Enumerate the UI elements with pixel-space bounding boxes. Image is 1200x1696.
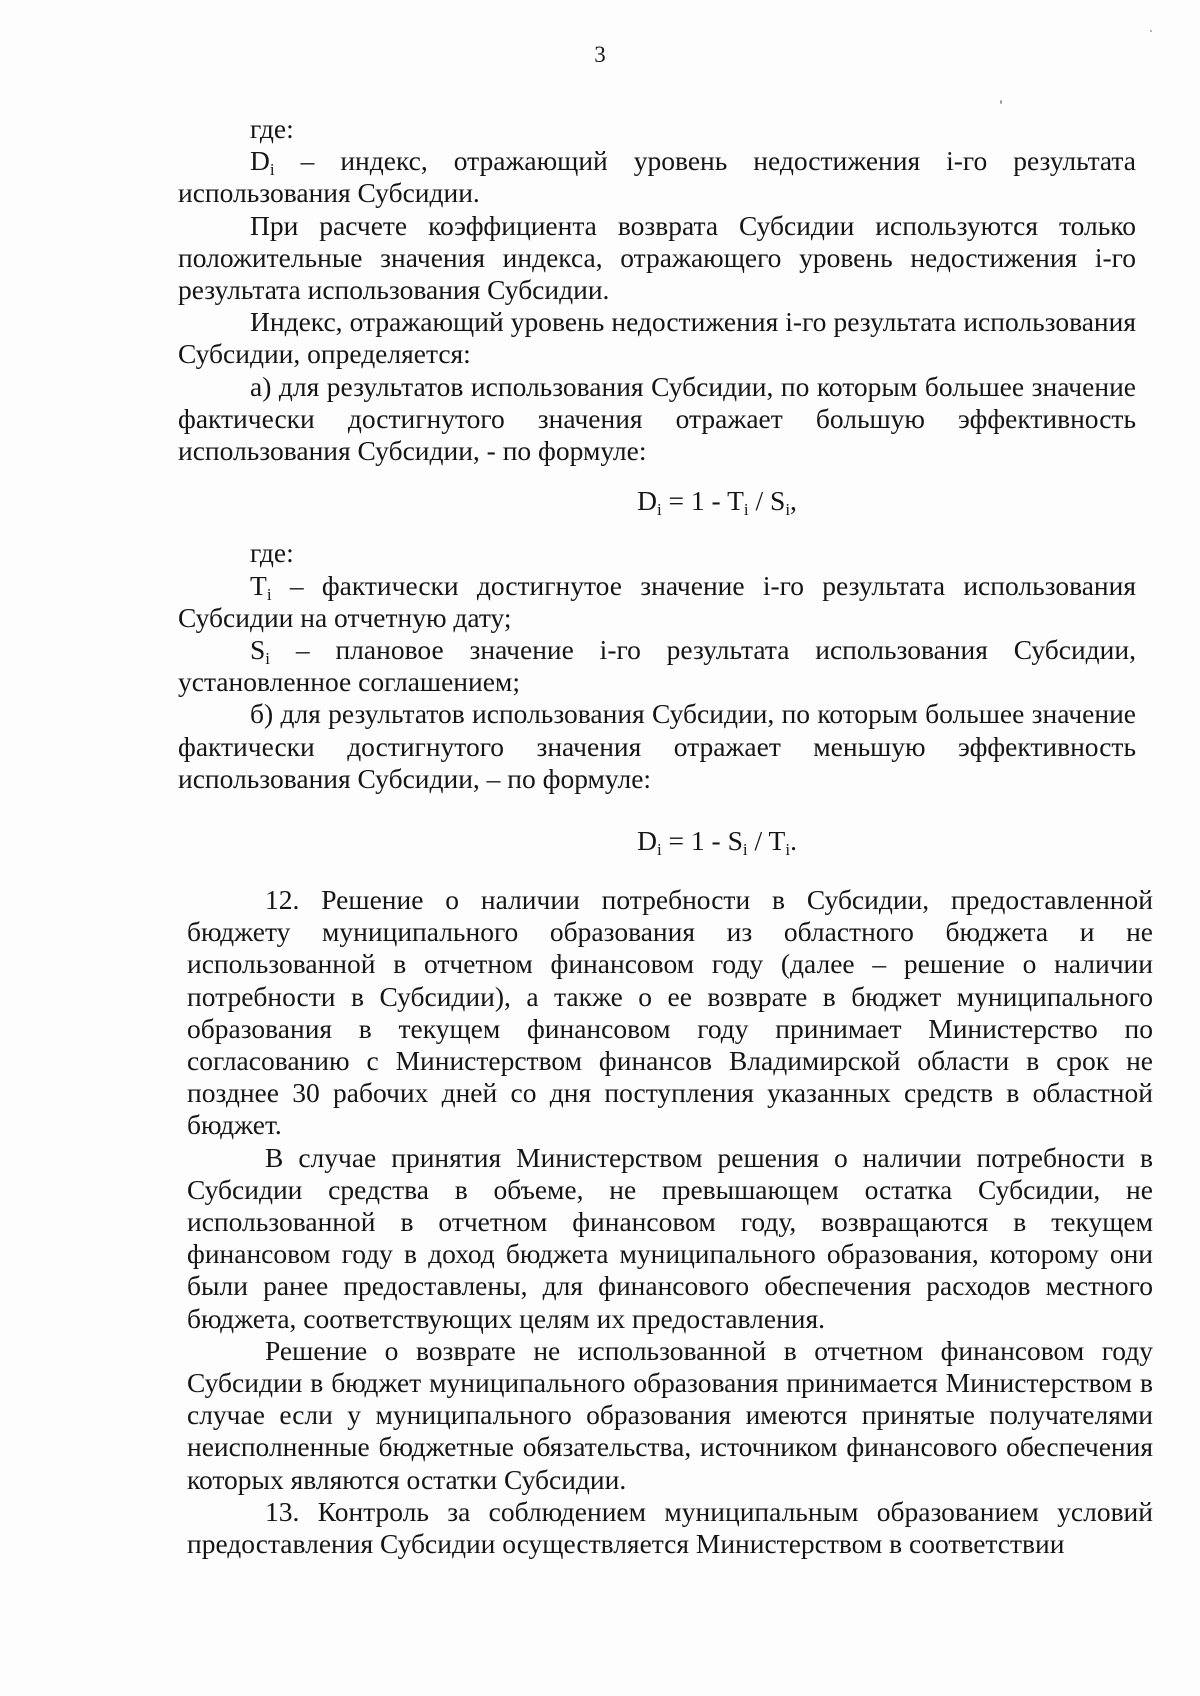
scan-speck — [1150, 30, 1152, 32]
formula-middle: = 1 - S — [661, 825, 743, 857]
formula-case-b — [178, 825, 1136, 860]
symbol-d: D — [250, 145, 270, 177]
subscript-i: i — [269, 160, 275, 180]
paragraph-return-decision: Решение о возврате не использованной в отчетном финансовом году Субсидии в бюджет муниципального образования принимается Министерством в случае если у муниципального образования имеются принятые получателями неисполненные бюджетные обязательства, источником финансового обеспечения которых являются остатки Субсидии. — [187, 1334, 1153, 1495]
formula-middle-subscript: i — [743, 500, 749, 520]
formula-lhs-subscript: i — [656, 500, 662, 520]
paragraph-positive-values: При расчете коэффициента возврата Субсидии используются только положительные значения индекса, отражающего уровень недостижения i-го результата использования Субсидии. — [178, 209, 1136, 306]
paragraph-where-1: где: — [250, 113, 294, 144]
formula-lhs: D — [637, 485, 657, 517]
paragraph-need-decision: В случае принятия Министерством решения о наличии потребности в Субсидии средства в объеме, не превышающем остатка Субсидии, не использованной в отчетном финансовом году, возвращаются в текущем финансовом году в доход бюджета муниципального образования, которому они были ранее предоставлены, для финансового обеспечения расходов местного бюджета, соответствующих целям их предоставления. — [187, 1141, 1153, 1334]
paragraph-item-13: 13. Контроль за соблюдением муниципальным образованием условий предоставления Субсидии осуществляется Министерством в соответствии — [187, 1495, 1153, 1560]
formula-divisor-subscript: i — [785, 500, 791, 520]
page-number: 3 — [594, 42, 606, 67]
formula-divisor: / T — [747, 825, 786, 857]
s-definition-text: – плановое значение i-го результата использования Субсидии, установленное соглашением; — [178, 634, 1136, 698]
text-block-upper — [178, 113, 1136, 901]
formula-middle-subscript: i — [742, 840, 748, 860]
formula-divisor: / S — [748, 485, 786, 517]
formula-case-a — [178, 485, 1136, 520]
subscript-i: i — [265, 649, 271, 669]
paragraph-t-definition — [178, 570, 1136, 634]
t-definition-text: – фактически достигнутое значение i-го результата использования Субсидии на отчетную дату; — [178, 569, 1136, 633]
symbol-s: S — [250, 634, 266, 666]
subscript-i: i — [266, 584, 272, 604]
formula-lhs-subscript: i — [656, 840, 662, 860]
formula-tail: , — [790, 485, 797, 517]
formula-middle: = 1 - T — [661, 485, 744, 517]
paragraph-where-2: где: — [250, 537, 294, 569]
paragraph-d-definition — [178, 145, 1136, 209]
text-block-lower — [187, 884, 1153, 1560]
d-definition-text: – индекс, отражающий уровень недостижения i-го результата использования Субсидии. — [178, 145, 1136, 209]
formula-divisor-subscript: i — [785, 840, 791, 860]
formula-lhs: D — [637, 825, 657, 857]
formula-tail: . — [790, 825, 797, 857]
scan-speck — [1000, 100, 1002, 104]
paragraph-case-b: б) для результатов использования Субсидии, по которым большее значение фактически достигнутого значения отражает меньшую эффективность использования Субсидии, – по формуле: — [178, 698, 1136, 794]
paragraph-item-12: 12. Решение о наличии потребности в Субсидии, предоставленной бюджету муниципального образования из областного бюджета и не использованной в отчетном финансовом году (далее – решение о наличии потребности в Субсидии), а также о ее возврате в бюджет муниципального образования в текущем финансовом году принимает Министерство по согласованию с Министерством финансов Владимирской области в срок не позднее 30 рабочих дней со дня поступления указанных средств в областной бюджет. — [187, 884, 1153, 1141]
paragraph-case-a: а) для результатов использования Субсидии, по которым большее значение фактически достигнутого значения отражает большую эффективность использования Субсидии, - по формуле: — [178, 370, 1136, 467]
paragraph-index-determined: Индекс, отражающий уровень недостижения i-го результата использования Субсидии, определяется: — [178, 306, 1136, 370]
paragraph-s-definition — [178, 634, 1136, 698]
symbol-t: T — [250, 569, 267, 601]
